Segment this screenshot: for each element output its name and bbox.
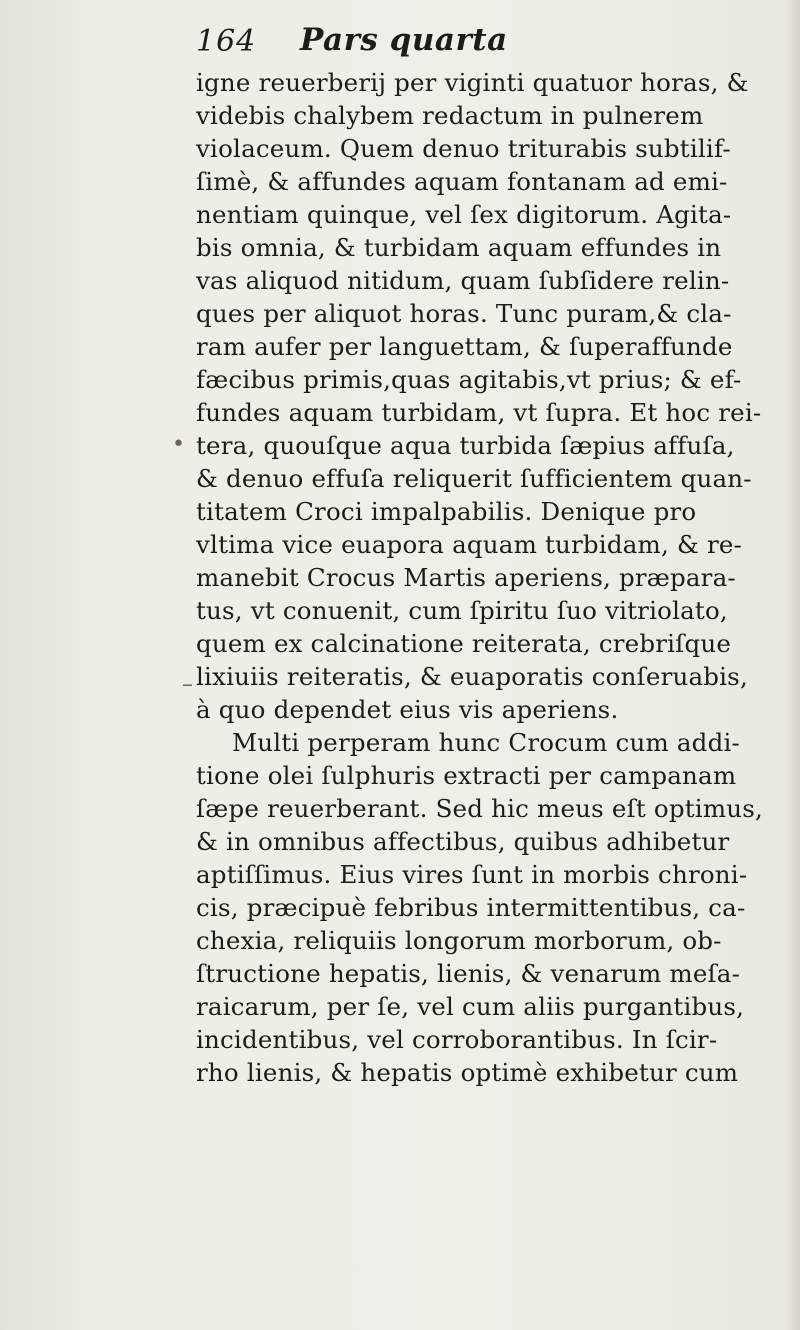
text-line: raicarum, per ſe, vel cum aliis purgantibus, <box>196 992 745 1021</box>
running-head: Pars quarta <box>300 22 508 58</box>
text-line: fæcibus primis,quas agitabis,vt prius; & ef- <box>196 365 742 394</box>
page-number: 164 <box>196 24 257 59</box>
text-line: fundes aquam turbidam, vt ſupra. Et hoc rei- <box>196 398 762 427</box>
body-text <box>196 66 776 1089</box>
text-line: à quo dependet eius vis aperiens. <box>196 695 619 724</box>
text-line: ram aufer per languettam, & ſuperaffunde <box>196 332 733 361</box>
page-header <box>196 18 756 64</box>
text-line: videbis chalybem redactum in pulnerem <box>196 101 704 130</box>
margin-dash: – <box>182 672 193 697</box>
page-edge-shadow <box>784 0 800 1330</box>
text-line: chexia, reliquiis longorum morborum, ob- <box>196 926 722 955</box>
text-line: & in omnibus affectibus, quibus adhibetur <box>196 827 730 856</box>
text-line: igne reuerberij per viginti quatuor horas, & <box>196 68 749 97</box>
text-line: ques per aliquot horas. Tunc puram,& cla- <box>196 299 732 328</box>
text-line: vas aliquod nitidum, quam ſubſidere relin- <box>196 266 730 295</box>
text-line: ſimè, & affundes aquam fontanam ad emi- <box>196 167 728 196</box>
text-line: tione olei ſulphuris extracti per campanam <box>196 761 737 790</box>
text-line: bis omnia, & turbidam aquam effundes in <box>196 233 722 262</box>
text-line: Multi perperam hunc Crocum cum addi- <box>232 728 740 757</box>
text-line: violaceum. Quem denuo triturabis subtilif- <box>196 134 731 163</box>
text-line: & denuo effuſa reliquerit ſufficientem quan- <box>196 464 752 493</box>
text-line: lixiuiis reiteratis, & euaporatis conſeruabis, <box>196 662 748 691</box>
text-line: nentiam quinque, vel ſex digitorum. Agita- <box>196 200 732 229</box>
text-line: tera, quouſque aqua turbida ſæpius affuſa, <box>196 431 735 460</box>
margin-dot: • <box>172 432 185 457</box>
text-line: incidentibus, vel corroborantibus. In ſcir- <box>196 1025 718 1054</box>
text-line: quem ex calcinatione reiterata, crebriſque <box>196 629 732 658</box>
text-line: rho lienis, & hepatis optimè exhibetur cum <box>196 1058 739 1087</box>
text-line: cis, præcipuè febribus intermittentibus, ca- <box>196 893 746 922</box>
text-line: titatem Croci impalpabilis. Denique pro <box>196 497 697 526</box>
text-line: tus, vt conuenit, cum ſpiritu ſuo vitriolato, <box>196 596 728 625</box>
text-line: vltima vice euapora aquam turbidam, & re- <box>196 530 743 559</box>
text-line: aptiſſimus. Eius vires ſunt in morbis chroni- <box>196 860 748 889</box>
text-line: manebit Crocus Martis aperiens, præpara- <box>196 563 736 592</box>
text-line: ſtructione hepatis, lienis, & venarum meſa- <box>196 959 741 988</box>
text-line: ſæpe reuerberant. Sed hic meus eſt optimus, <box>196 794 764 823</box>
